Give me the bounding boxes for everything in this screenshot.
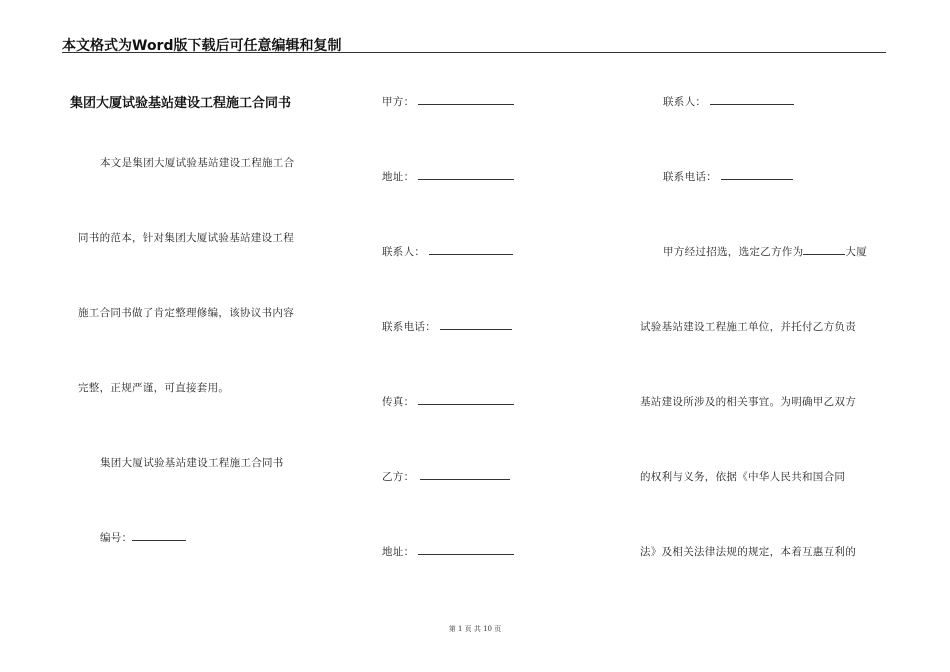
party-a-fax-blank [418,394,514,405]
header-divider [62,52,886,53]
contract-number-label: 编号： [100,532,133,544]
party-b-phone-blank [721,169,793,180]
intro-line-3: 施工合同书做了肯定整理修编，该协议书内容 [78,307,294,319]
party-b-contact-blank [710,94,794,105]
party-b-name-blank [803,244,845,255]
party-b-contact-field [663,94,794,109]
body-line-1-start: 甲方经过招选，选定乙方作为 [663,246,804,258]
intro-line-1: 本文是集团大厦试验基站建设工程施工合 [100,157,295,169]
body-line-3: 基站建设所涉及的相关事宜。为明确甲乙双方 [640,396,856,408]
intro-line-2: 同书的范本，针对集团大厦试验基站建设工程 [78,232,294,244]
party-a-address-label: 地址： [382,171,415,183]
party-b-address-blank [418,544,514,555]
body-line-1-end: 大厦 [845,246,868,258]
body-line-2: 试验基站建设工程施工单位，并托付乙方负责 [640,321,856,333]
contract-name-line: 集团大厦试验基站建设工程施工合同书 [100,457,284,469]
party-b-field [382,469,510,484]
document-title: 集团大厦试验基站建设工程施工合同书 [70,96,292,111]
party-a-contact-label: 联系人： [382,246,426,258]
party-a-phone-field [382,319,512,334]
party-a-label: 甲方： [382,96,415,108]
document-header: 本文格式为Word版下载后可任意编辑和复制 [62,38,342,54]
party-b-phone-label: 联系电话： [663,171,717,183]
party-a-address-field [382,169,514,184]
party-a-phone-label: 联系电话： [382,321,436,333]
contract-number-field [100,530,186,545]
party-a-fax-label: 传真： [382,396,415,408]
party-b-address-field [382,544,514,559]
body-line-4: 的权利与义务，依据《中华人民共和国合同 [640,471,846,483]
party-b-blank [420,469,510,480]
body-line-5: 法》及相关法律法规的规定，本着互惠互利的 [640,546,856,558]
party-a-contact-blank [429,244,513,255]
party-a-blank [418,94,514,105]
body-line-1 [663,244,867,259]
party-b-contact-label: 联系人： [663,96,707,108]
party-a-address-blank [418,169,514,180]
party-b-address-label: 地址： [382,546,415,558]
party-a-contact-field [382,244,513,259]
contract-number-blank [132,530,186,541]
party-a-field [382,94,514,109]
party-a-phone-blank [440,319,512,330]
party-b-phone-field [663,169,793,184]
intro-line-4: 完整，正规严谨，可直接套用。 [78,382,230,394]
party-a-fax-field [382,394,514,409]
page-number: 第 1 页 共 10 页 [448,625,502,633]
party-b-label: 乙方： [382,471,415,483]
